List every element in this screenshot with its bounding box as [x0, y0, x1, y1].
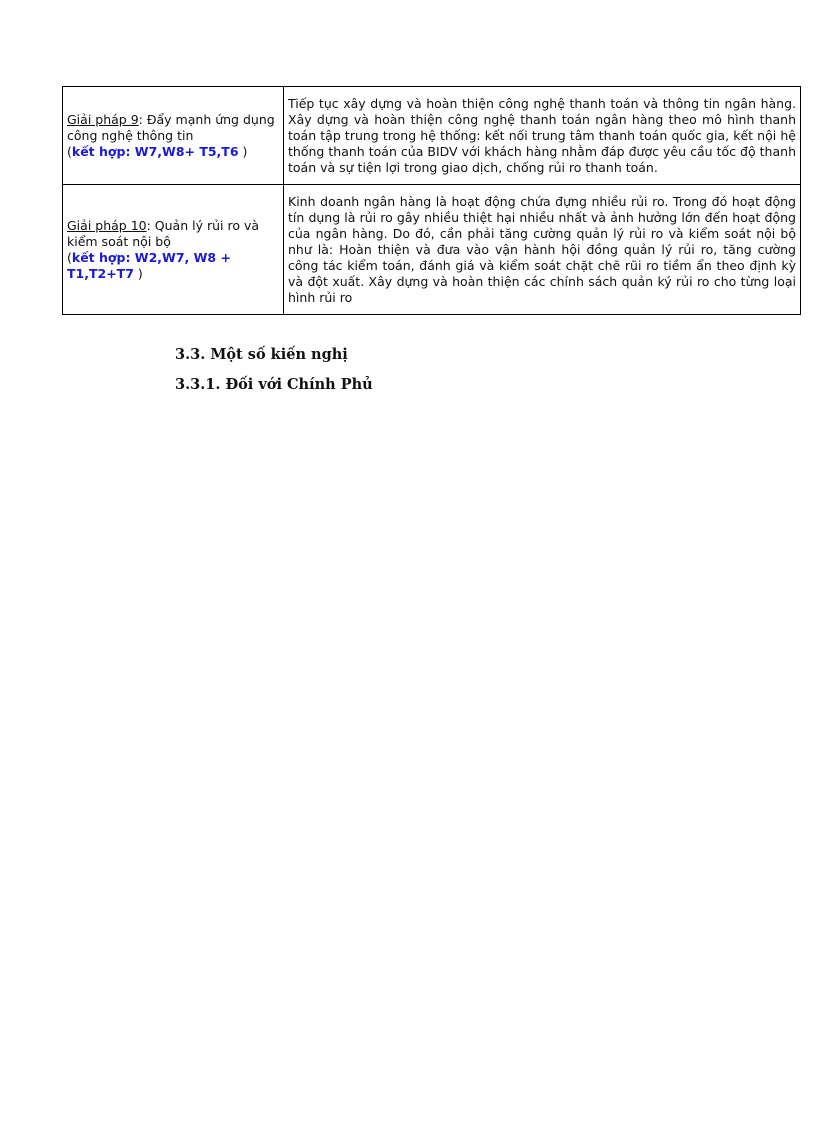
- solution-title: : Đẩy mạnh ứng dụng công nghệ thông tin: [67, 111, 275, 143]
- combo-text: kết hợp: W7,W8+ T5,T6: [71, 143, 239, 159]
- table-row: [63, 87, 801, 185]
- solution-label-cell: [63, 185, 284, 315]
- subsection-heading: 3.3.1. Đối với Chính Phủ: [175, 376, 373, 393]
- combo-open: (: [67, 143, 72, 159]
- solutions-table: [62, 86, 801, 315]
- table-row: [63, 185, 801, 315]
- solution-label-cell: [63, 87, 284, 185]
- solution-description: Tiếp tục xây dựng và hoàn thiện công nghệ thanh toán và thông tin ngân hàng. Xây dựng và hoàn thiện công nghệ thanh toán ngân hàng theo mô hình thanh toán tập trung trong hệ thống: kết nối trung tâm thanh toán quốc gia, kết nội hệ thống thanh toán của BIDV với khách hàng nhằm đáp được yêu cầu tốc độ thanh toán và sự tiện lợi trong giao dịch, chống rủi ro thanh toán.: [284, 87, 801, 185]
- solution-name: Giải pháp 10: [67, 217, 147, 233]
- solution-description: Kinh doanh ngân hàng là hoạt động chứa đựng nhiều rủi ro. Trong đó hoạt động tín dụng là rủi ro gây nhiều thiệt hại nhiều nhất và ảnh hưởng lớn đến hoạt động của ngân hàng. Do đó, cần phải tăng cường quản lý rủi ro và kiểm soát nội bộ như là: Hoàn thiện và đưa vào vận hành hội đồng quản lý rủi ro, tăng cường công tác kiểm toán, đánh giá và kiểm soát chặt chẽ rũi ro tiềm ẩn theo định kỳ và đột xuất. Xây dựng và hoàn thiện các chính sách quản ký rủi ro cho từng loại hình rủi ro: [284, 185, 801, 315]
- solution-name: Giải pháp 9: [67, 111, 139, 127]
- combo-open: (: [67, 249, 72, 265]
- solution-title: : Quản lý rủi ro và kiểm soát nội bộ: [67, 217, 260, 249]
- section-heading: 3.3. Một số kiến nghị: [175, 346, 348, 363]
- combo-close: ): [133, 265, 143, 281]
- combo-close: ): [238, 143, 248, 159]
- combo-text: kết hợp: W2,W7, W8 + T1,T2+T7: [67, 249, 231, 281]
